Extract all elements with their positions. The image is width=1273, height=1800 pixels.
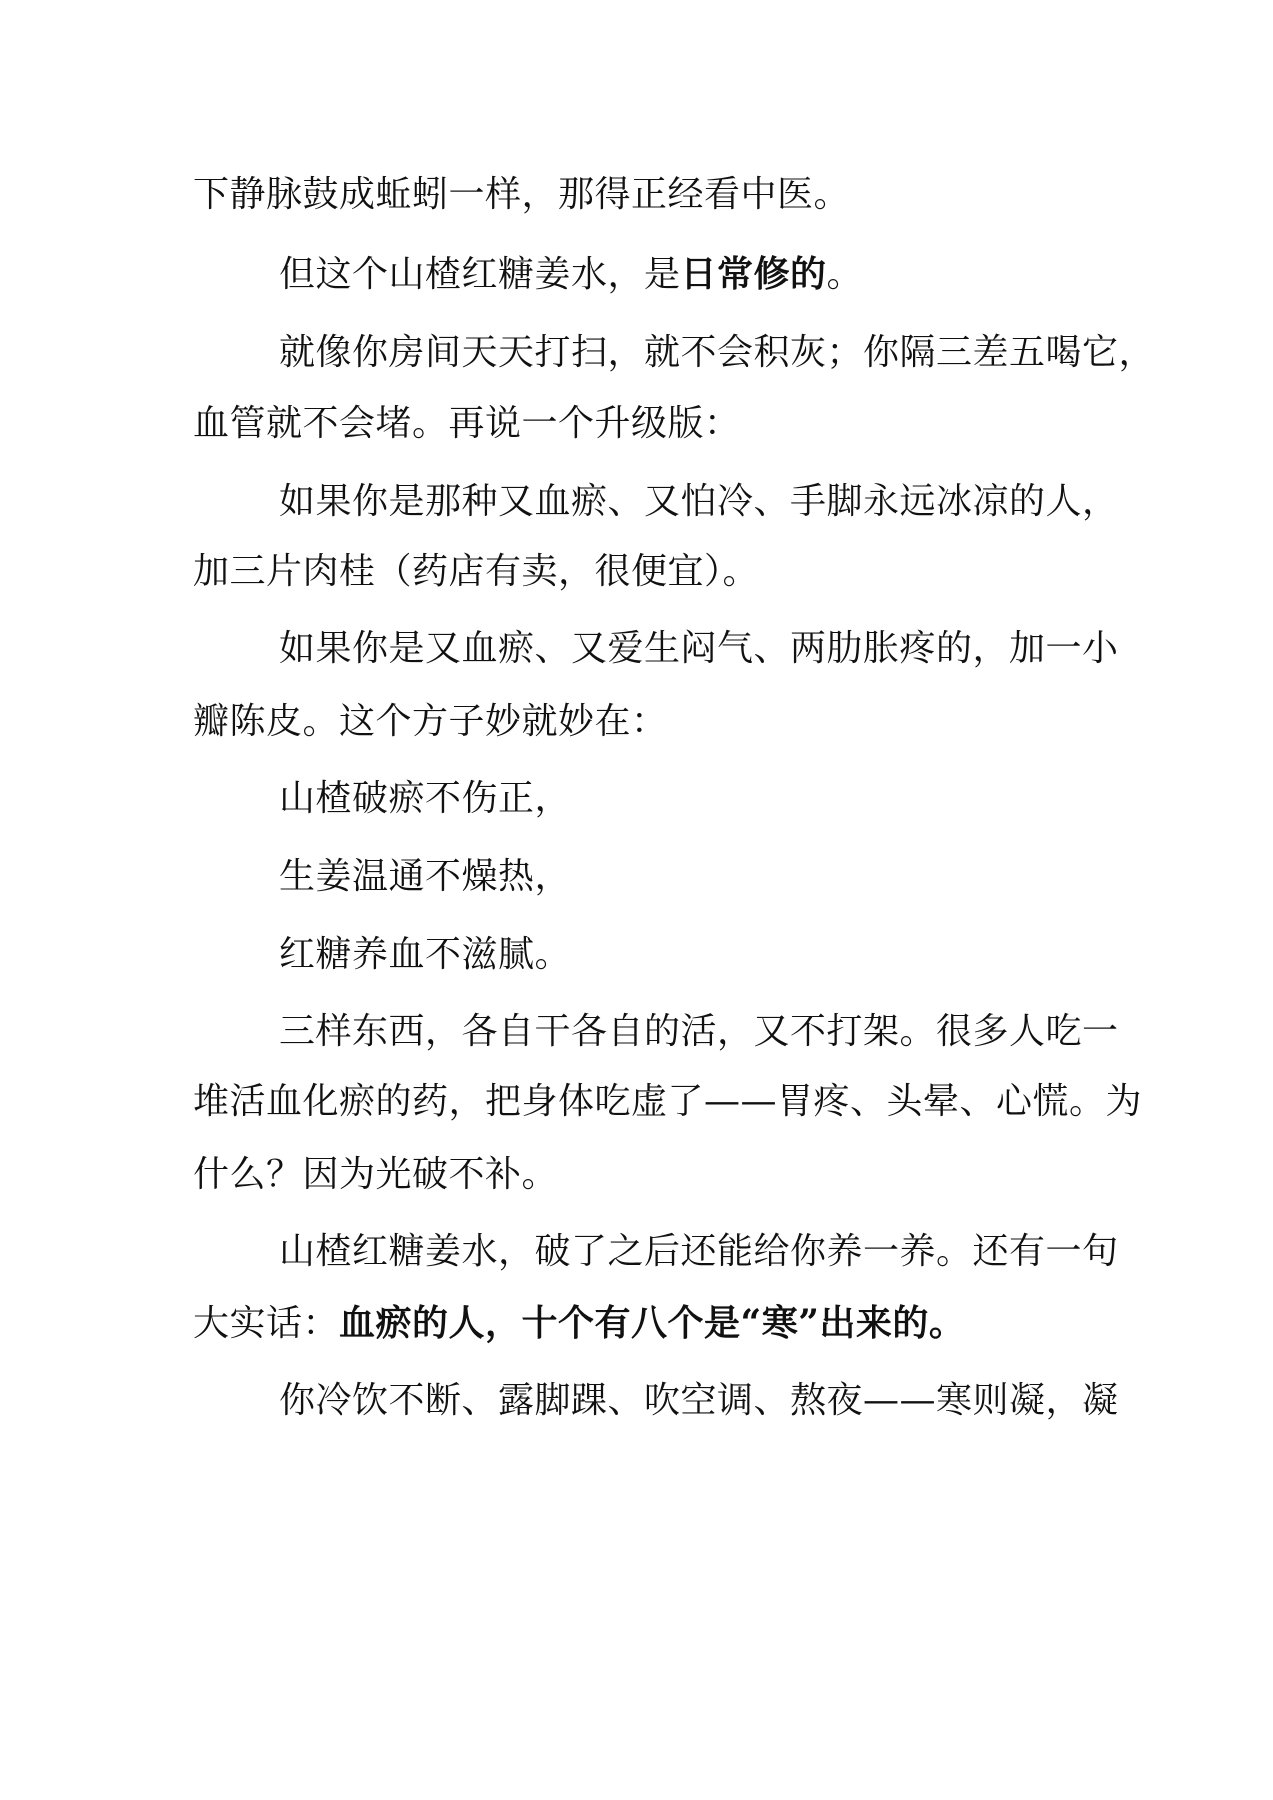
bold-text-run: 日常修的 [680, 253, 827, 295]
text-run: 但这个山楂红糖姜水，是 [279, 254, 681, 295]
paragraph-line: 生姜温通不燥热， [279, 856, 572, 897]
paragraph-line: 堆活血化瘀的药，把身体吃虚了——胃疼、头晕、心慌。为 [193, 1081, 1143, 1122]
text-run: 。 [826, 254, 864, 295]
paragraph-line: 下静脉鼓成蚯蚓一样，那得正经看中医。 [193, 174, 851, 215]
paragraph-line: 加三片肉桂（药店有卖，很便宜）。 [193, 551, 760, 592]
bold-text-run: 血瘀的人，十个有八个是“寒”出来的。 [339, 1302, 966, 1344]
paragraph-line: 什么？因为光破不补。 [193, 1154, 559, 1195]
paragraph-line: 山楂破瘀不伤正， [279, 778, 572, 819]
paragraph-line: 血管就不会堵。再说一个升级版： [193, 403, 741, 444]
text-run: 大实话： [193, 1303, 340, 1344]
paragraph-line [193, 1298, 965, 1348]
paragraph-line: 如果你是那种又血瘀、又怕冷、手脚永远冰凉的人， [279, 481, 1119, 522]
paragraph-line: 就像你房间天天打扫，就不会积灰；你隔三差五喝它， [279, 332, 1156, 373]
paragraph-line: 如果你是又血瘀、又爱生闷气、两肋胀疼的，加一小 [279, 628, 1119, 669]
paragraph-line: 红糖养血不滋腻。 [279, 934, 572, 975]
paragraph-line: 瓣陈皮。这个方子妙就妙在： [193, 701, 668, 742]
paragraph-line: 山楂红糖姜水，破了之后还能给你养一养。还有一句 [279, 1231, 1119, 1272]
paragraph-line [279, 249, 863, 299]
paragraph-line: 你冷饮不断、露脚踝、吹空调、熬夜——寒则凝，凝 [279, 1380, 1119, 1421]
paragraph-line: 三样东西，各自干各自的活，又不打架。很多人吃一 [279, 1011, 1119, 1052]
